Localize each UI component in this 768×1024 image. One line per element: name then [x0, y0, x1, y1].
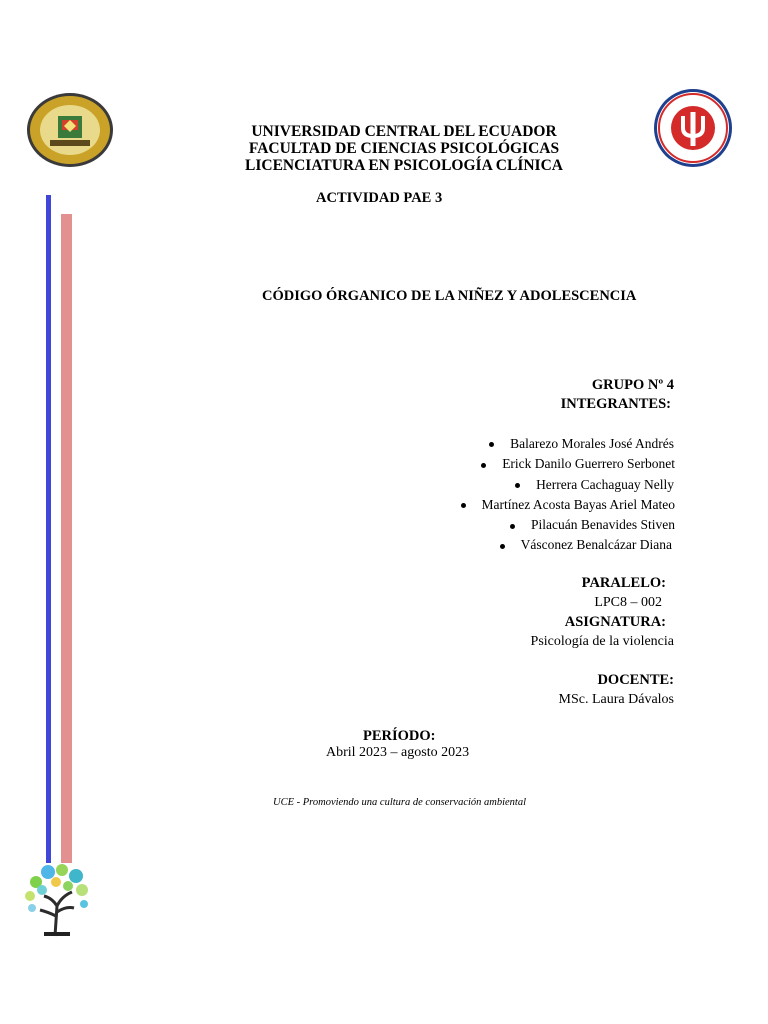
member-item: Herrera Cachaguay Nelly: [420, 475, 676, 495]
periodo-label: PERÍODO:: [363, 728, 436, 744]
university-name: UNIVERSIDAD CENTRAL DEL ECUADOR: [251, 123, 557, 140]
decorative-red-line: [61, 214, 72, 863]
program-name: LICENCIATURA EN PSICOLOGÍA CLÍNICA: [245, 157, 563, 174]
member-item: Pilacuán Benavides Stiven: [420, 515, 676, 535]
activity-title: ACTIVIDAD PAE 3: [316, 190, 443, 206]
paralelo-value: LPC8 – 002: [594, 595, 662, 610]
tree-illustration: [22, 862, 92, 938]
faculty-name: FACULTAD DE CIENCIAS PSICOLÓGICAS: [248, 140, 560, 157]
decorative-blue-line: [46, 195, 51, 863]
periodo-value: Abril 2023 – agosto 2023: [326, 745, 470, 760]
paralelo-label: PARALELO:: [581, 575, 666, 591]
asignatura-value: Psicología de la violencia: [530, 634, 674, 649]
bullet-icon: [489, 442, 494, 447]
docente-label: DOCENTE:: [597, 672, 674, 688]
members-label: INTEGRANTES:: [560, 396, 671, 412]
bullet-icon: [515, 483, 520, 488]
member-item: Erick Danilo Guerrero Serbonet: [420, 454, 676, 474]
member-item: Vásconez Benalcázar Diana: [420, 535, 676, 555]
bullet-icon: [481, 463, 486, 468]
members-list: [420, 434, 676, 556]
group-label: GRUPO Nº 4: [591, 377, 674, 393]
bullet-icon: [500, 544, 505, 549]
member-item: Balarezo Morales José Andrés: [420, 434, 676, 454]
member-item: Martínez Acosta Bayas Ariel Mateo: [420, 495, 676, 515]
document-title: CÓDIGO ÓRGANICO DE LA NIÑEZ Y ADOLESCENCIA: [262, 288, 637, 304]
docente-value: MSc. Laura Dávalos: [558, 692, 674, 707]
footer-slogan: UCE - Promoviendo una cultura de conservación ambiental: [273, 797, 527, 808]
bullet-icon: [461, 503, 466, 508]
bullet-icon: [510, 524, 515, 529]
asignatura-label: ASIGNATURA:: [564, 614, 666, 630]
